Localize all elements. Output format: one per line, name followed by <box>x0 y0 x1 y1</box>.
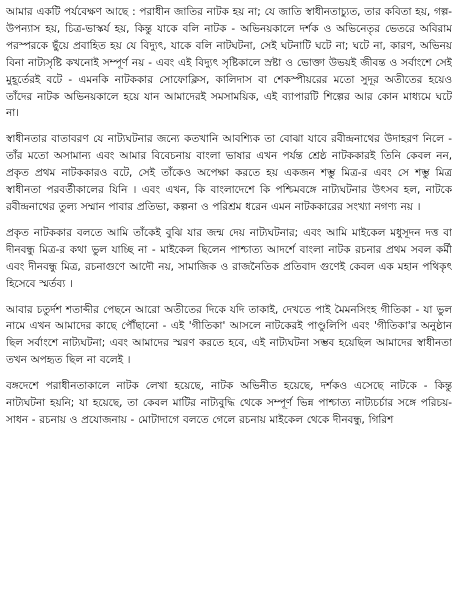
paragraph-5: বঙ্গদেশে পরাধীনতাকালে নাটক লেখা হয়েছে, নাটক অভিনীত হয়েছে, দর্শকও এসেছে নাটকে - কিন্তু নাট্যঘটনা হয়নি; যা হয়েছে, তা কেবল মাটির নাট্যবুদ্ধি থেকে সম্পূর্ণ ভিন্ন পাশ্চাত্য নাট্যচর্চার সঙ্গে পরিচয়-সাধন - রচনায় ও প্রযোজনায় - মোটাদাগে বলতে গেলে রচনায় মাইকেল থেকে দীনবন্ধু, গিরিশ <box>6 380 452 426</box>
paragraph-1: আমার একটি পর্যবেক্ষণ আছে : পরাধীন জাতির নাটক হয় না; যে জাতি স্বাধীনতাচ্যুত, তার কবিতা হয়, গল্প-উপন্যাস হয়, চিত্র-ভাস্কর্য হয়, কিন্তু যাকে বলি নাটক - অভিনয়কালে দর্শক ও অভিনেতৃর ভেতরে অবিরাম পরস্পরকে ছুঁয়ে প্রবাহিত হয় যে বিদ্যুৎ, যাকে বলি নাটঘটনা, সেই ঘটনাটি ঘটে না; ঘটে না, কারণ, অভিনয় বিনা নাট্যসৃষ্টি কখনোই সম্পূর্ণ নয় - এবং এই বিদ্যুৎ সৃষ্টিকালে স্রষ্টা ও ভোক্তা উভয়ই জীবন্ত ও সর্বাংশে সেই মুহূর্তেরই বটে - এমনকি নাটককার সোফোক্লিস, কালিদাস বা শেকস্পীয়রের মতো সুদূর অতীতের হয়েও তাঁদের নাটক অভিনয়কালে হয়ে যান আমাদেরই সমসাময়িক, এই ব্যাপারটি শিল্পের আর কোন মাধ্যমে ঘটে না। <box>6 6 452 120</box>
paragraph-2: স্বাধীনতার বাতাবরণ যে নাট্যঘটনার জন্যে কতখানি আবশ্যিক তা বোঝা যাবে রবীন্দ্রনাথের উদাহরণ নিলে - তাঁর মতো অসামান্য এবং আমার বিবেচনায় বাংলা ভাষার এখন পর্যন্ত শ্রেষ্ঠ নাটককারই তিনি কেবল নন, প্রকৃত প্রথম নাটককারও বটে, সেই তাঁকেও অপেক্ষা করতে হয় একজন শম্ভু মিত্র-র এবং সে শম্ভু মিত্র স্বাধীনতা পরবর্তীকালের যিনি । এবং এখন, কি বাংলাদেশে কি পশ্চিমবঙ্গে নাট্যঘটনার উৎসব হল, নাটকে রবীন্দ্রনাথের তুল্য সম্মান পাবার প্রতিভা, কল্পনা ও পরিশ্রম ধরেন এমন নাটককারের সংখ্যা নগণ্য নয় । <box>6 133 452 213</box>
document-page <box>6 4 452 602</box>
paragraph-4: আবার চতুর্দশ শতাব্দীর পেছনে আরো অতীতের দিকে যদি তাকাই, দেখতে পাই মৈমনসিংহ গীতিকা - যা ভুল নামে এখন আমাদের কাছে পৌঁছানো - এই 'গীতিকা' আসলে নাটকেরই পাণ্ডুলিপি এবং 'গীতিকা'র অনুষ্ঠান ছিল সর্বাংশে নাট্যঘটনা; এবং আমাদের স্মরণ করতে হবে, এই নাট্যঘটনা সম্ভব হয়েছিল আমাদের স্বাধীনতা তখন অপহৃত ছিল না বলেই । <box>6 303 452 367</box>
paragraph-3: প্রকৃত নাটককার বলতে আমি তাঁকেই বুঝি যার জন্ম দেয় নাট্যঘটনার; এবং আমি মাইকেল মধুসূদন দত্ত বা দীনবন্ধু মিত্র-র কথা ভুল যাচ্ছি না - মাইকেল ছিলেন পাশ্চাত্য আদর্শে বাংলা নাটক রচনার প্রথম সবল কর্মী এবং দীনবন্ধু মিত্র, রচনাগুণে আদৌ নয়, সামাজিক ও রাজনৈতিক প্রতিবাদ গুণেই কেবল এক মহান পথিকৃৎ হিসেবে স্মর্তব্য । <box>6 226 452 290</box>
